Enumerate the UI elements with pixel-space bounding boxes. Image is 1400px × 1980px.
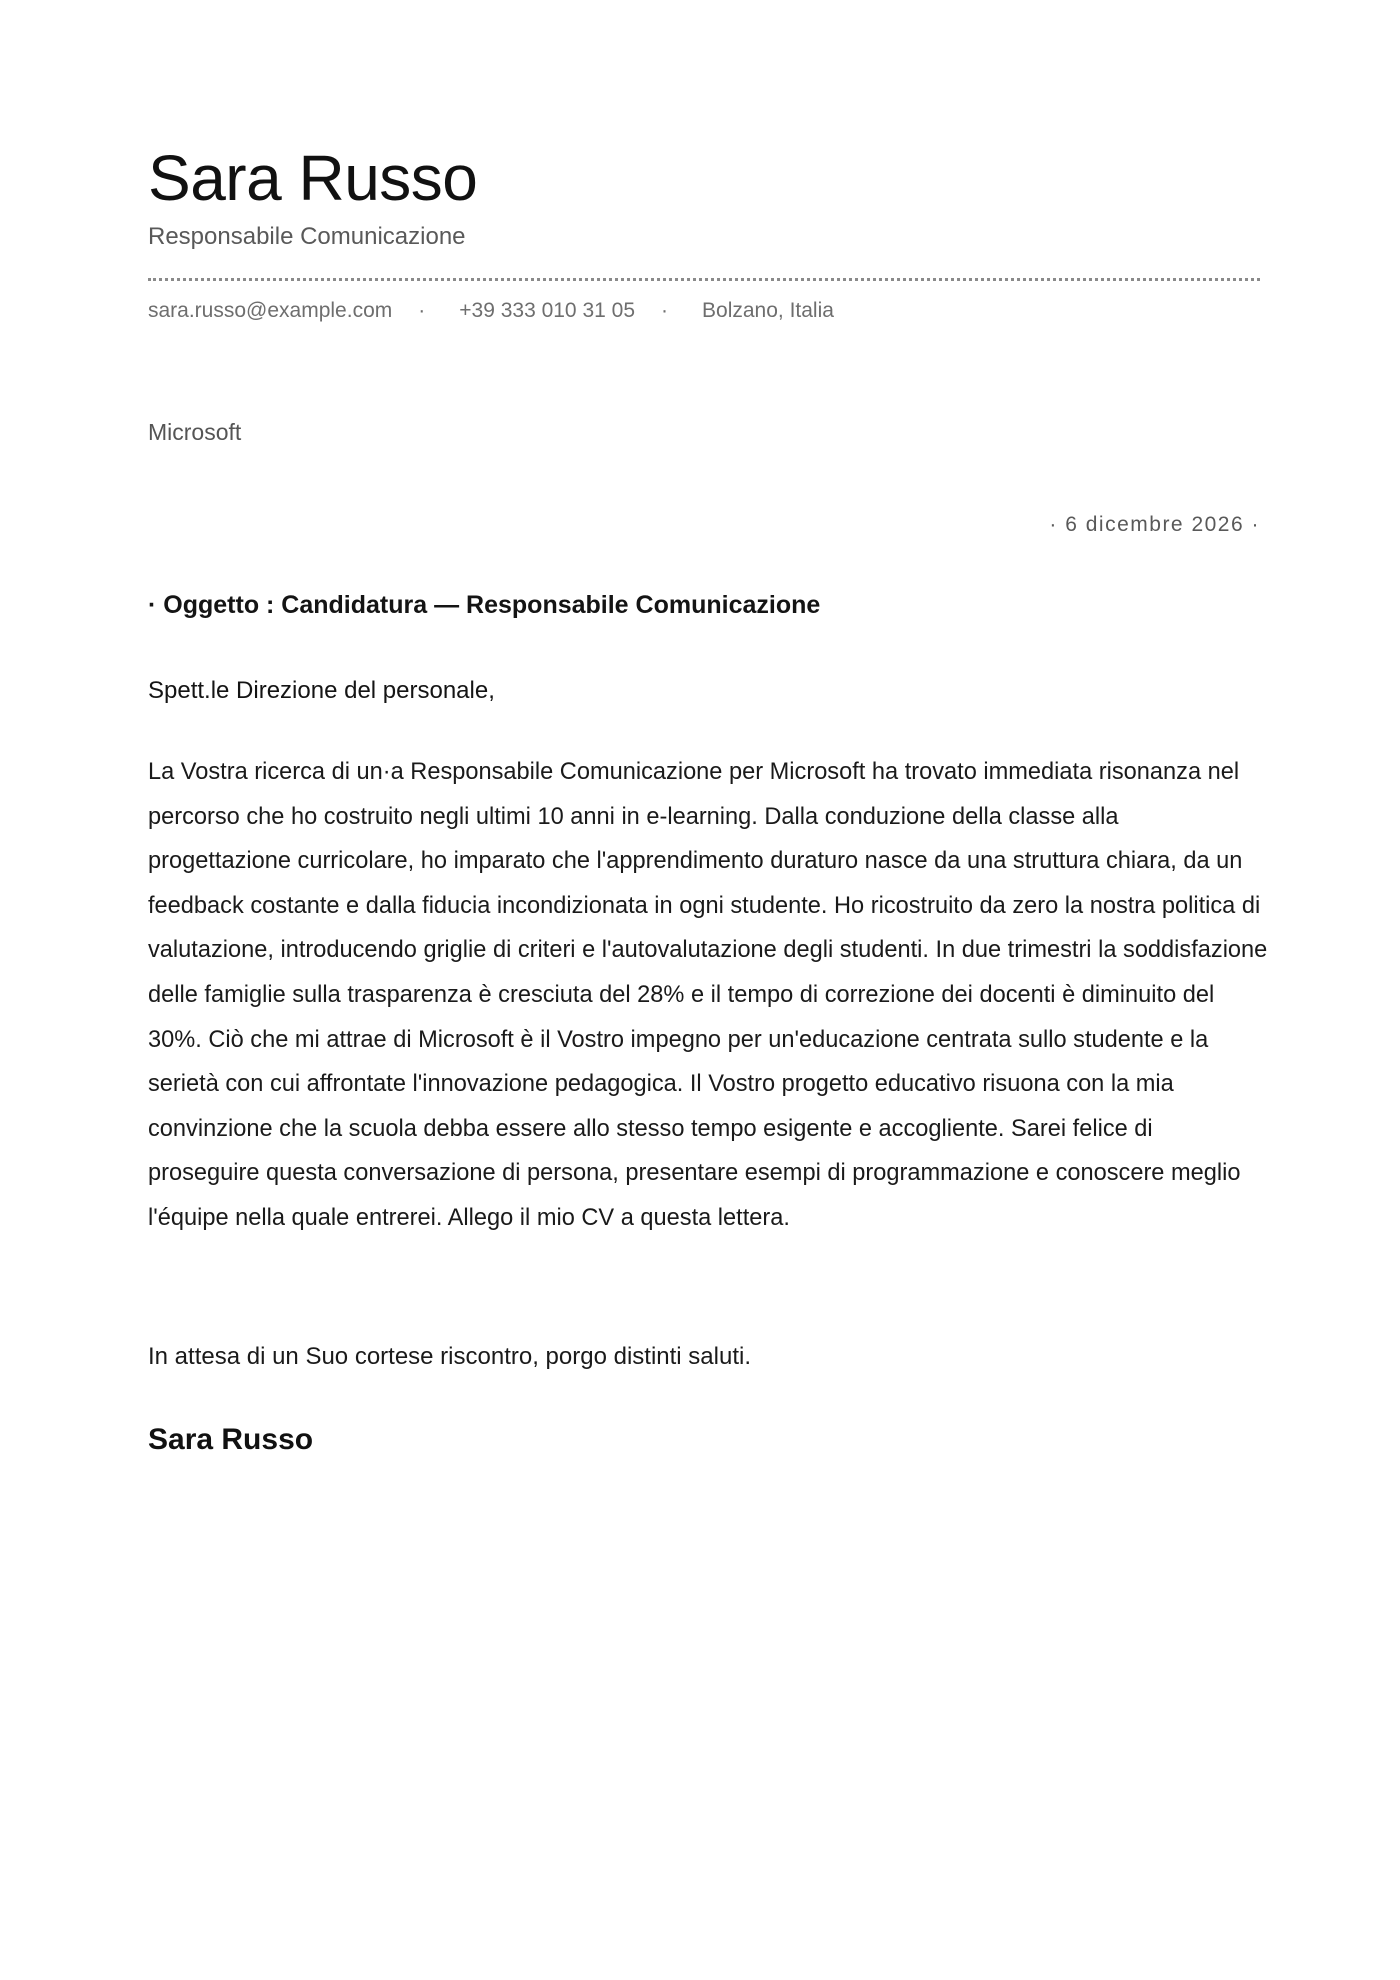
contact-line [148,296,1260,326]
letter-body: La Vostra ricerca di un·a Responsabile Comunicazione per Microsoft ha trovato immediata risonanza nel percorso che ho costruito negli ultimi 10 anni in e-learning. Dalla conduzione della classe alla progettazione curricolare, ho imparato che l'apprendimento duraturo nasce da una struttura chiara, da un feedback costante e dalla fiducia incondizionata in ogni studente. Ho ricostruito da zero la nostra politica di valutazione, introducendo griglie di criteri e l'autovalutazione degli studenti. In due trimestri la soddisfazione delle famiglie sulla trasparenza è cresciuta del 28% e il tempo di correzione dei docenti è diminuito del 30%. Ciò che mi attrae di Microsoft è il Vostro impegno per un'educazione centrata sullo studente e la serietà con cui affrontate l'innovazione pedagogica. Il Vostro progetto educativo risuona con la mia convinzione che la scuola debba essere allo stesso tempo esigente e accogliente. Sarei felice di proseguire questa conversazione di persona, presentare esempi di programmazione e conoscere meglio l'équipe nella quale entrerei. Allego il mio CV a questa lettera. [148,759,1268,1231]
recipient-company: Microsoft [148,419,242,445]
contact-separator: · [661,299,669,322]
contact-separator: · [418,299,426,322]
sender-role: Responsabile Comunicazione [148,223,466,250]
header-divider [148,278,1260,281]
letter-date: · 6 dicembre 2026 · [1049,513,1260,536]
sender-name: Sara Russo [148,142,478,214]
contact-email: sara.russo@example.com [148,299,393,322]
letter-subject: · Oggetto : Candidatura — Responsabile Comunicazione [148,591,821,619]
salutation: Spett.le Direzione del personale, [148,677,495,704]
closing-line: In attesa di un Suo cortese riscontro, porgo distinti saluti. [148,1343,751,1370]
contact-phone: +39 333 010 31 05 [459,299,636,322]
signature: Sara Russo [148,1423,314,1456]
contact-location: Bolzano, Italia [702,299,834,322]
